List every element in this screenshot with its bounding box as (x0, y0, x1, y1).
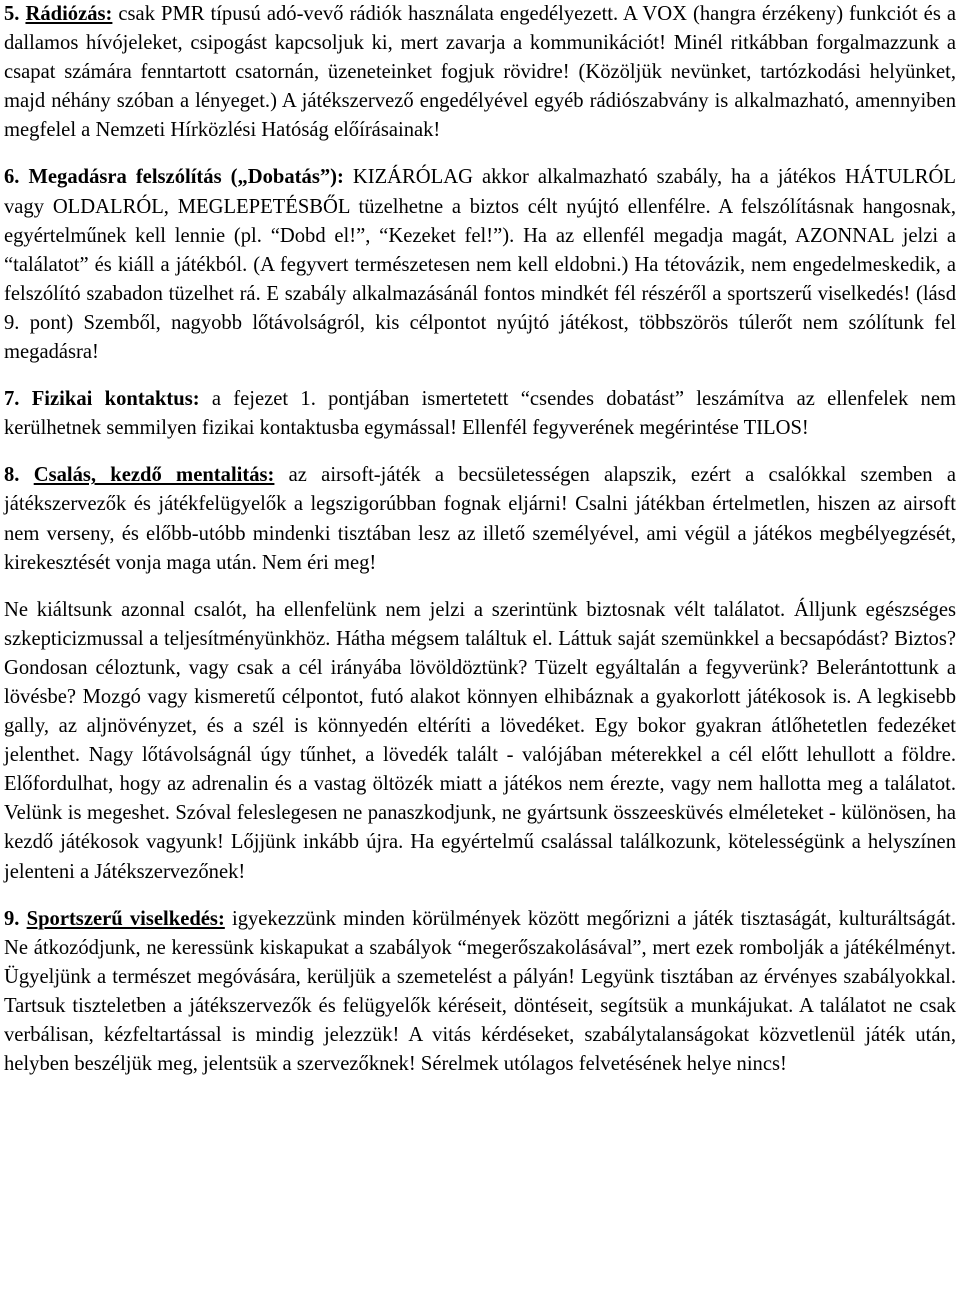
section-8-body: az airsoft-játék a becsületességen alapszik, ezért a csalókkal szemben a játékszervezők és játékfelügyelők a legszigorúbban fognak eljárni! Csalni játékban értelmetlen, hiszen az airsoft nem verseny, és előbb-utóbb mindenki tisztában lesz az illető személyével, ami végül a játékos megbélyegzését, kirekesztését vonja maga után. Nem éri meg! (4, 464, 956, 574)
paragraph-gap (4, 443, 956, 461)
section-6-body: KIZÁRÓLAG akkor alkalmazható szabály, ha a játékos HÁTULRÓL vagy OLDALRÓL, MEGLEPETÉSBŐL tüzelhetne a biztos célt nyújtó ellenfélre. A felszólításnak hangosnak, egyértelműnek kell lennie (pl. “Dobd el!”, “Kezeket fel!”). Ha az ellenfél megadja magát, AZONNAL jelzi a “találatot” és kiáll a játékból. (A fegyvert természetesen nem kell eldobni.) Ha tétovázik, nem engedelmeskedik, a felszólító szabadon tüzelhet rá. E szabály alkalmazásánál fontos mindkét fél részéről a sportszerű viselkedés! (lásd 9. pont) Szemből, nagyobb lőtávolságról, kis célpontot nyújtó játékost, többszörös túlerőt nem szólítunk fel megadásra! (4, 166, 956, 364)
paragraph-gap (4, 578, 956, 596)
section-8-paragraph (4, 461, 956, 577)
section-5-body: csak PMR típusú adó-vevő rádiók használata engedélyezett. A VOX (hangra érzékeny) funkciót és a dallamos hívójeleket, csipogást kapcsoljuk ki, mert zavarja a kommunikációt! Minél ritkábban forgalmazzunk a csapat számára fenntartott csatornán, üzeneteinket fogjuk rövidre! (Közöljük nevünket, tartózkodási helyünket, majd néhány szóban a lényeget.) A játékszervező engedélyével egyéb rádiószabvány is alkalmazható, amennyiben megfelel a Nemzeti Hírközlési Hatóság előírásainak! (4, 3, 956, 142)
section-5-heading: Rádiózás: (25, 3, 113, 25)
paragraph-gap (4, 887, 956, 905)
section-5-paragraph (4, 0, 956, 145)
section-7-paragraph (4, 385, 956, 443)
section-8-heading: Csalás, kezdő mentalitás: (33, 464, 275, 487)
section-7-heading: Fizikai kontaktus: (31, 388, 200, 411)
section-9-body: igyekezzünk minden körülmények között megőrizni a játék tisztaságát, kulturáltságát. Ne átkozódjunk, ne keressünk kiskapukat a szabályok “megerőszakolásával”, mert ezek rombolják a játékélményt. Ügyeljünk a természet megóvására, kerüljük a szemetelést a pályán! Legyünk tisztában az érvényes szabályokkal. Tartsuk tiszteletben a játékszervezők és felügyelők kéréseit, döntéseit, segítsük a munkájukat. A találatot ne csak verbálisan, kézfeltartással is mindig jelezzük! A vitás kérdéseket, szabálytalanságokat közvetlenül játék után, helyben beszéljük meg, jelentsük a szervezőknek! Sérelmek utólagos felvetésének helye nincs! (4, 907, 956, 1076)
section-9-number: 9. (4, 907, 20, 930)
section-7-body: a fejezet 1. pontjában ismertetett “csendes dobatást” leszámítva az ellenfelek nem kerülhetnek semmilyen fizikai kontaktusba egymással! Ellenfél fegyverének megérintése TILOS! (4, 388, 957, 440)
section-8-continuation-paragraph: Ne kiáltsunk azonnal csalót, ha ellenfelünk nem jelzi a szerintünk biztosnak vélt találatot. Álljunk egészséges szkepticizmussal a teljesítményünkhöz. Hátha mégsem találtuk el. Láttuk saját szemünkkel a becsapódást? Biztos? Gondosan céloztunk, vagy csak a cél irányába lövöldöztünk? Tüzelt egyáltalán a fegyverünk? Belerántottunk a lövésbe? Mozgó vagy kismeretű célpontot, futó alakot könnyen elhibáznak a gyakorlott játékosok is. A legkisebb gally, az aljnövényzet, és a szél is könnyedén eltéríti a lövedéket. Egy bokor gyakran átlőhetetlen fedezéket jelenthet. Nagy lőtávolságnál úgy tűnhet, a lövedék talált - valójában méterekkel a cél előtt lehullott a földre. Előfordulhat, hogy az adrenalin és a vastag öltözék miatt a játékos nem érezte, vagy nem hallotta meg a találatot. Velünk is megeshet. Szóval feleslegesen ne panaszkodjunk, ne gyártsunk összeesküvés elméleteket - különösen, ha kezdő játékosok vagyunk! Lőjjünk inkább újra. Ha egyértelmű csalással találkozunk, kötelességünk a helyszínen jelenteni a Játékszervezőnek! (4, 598, 956, 883)
section-6-number: 6. (4, 166, 20, 189)
section-9-paragraph (4, 905, 956, 1080)
section-6-paragraph (4, 163, 956, 367)
section-5-number: 5. (4, 3, 20, 25)
section-7-number: 7. (4, 388, 20, 411)
section-8-number: 8. (4, 464, 20, 487)
paragraph-gap (4, 145, 956, 163)
section-6-heading: Megadásra felszólítás („Dobatás”): (28, 166, 344, 189)
paragraph-gap (4, 367, 956, 385)
section-9-heading: Sportszerű viselkedés: (26, 907, 225, 930)
